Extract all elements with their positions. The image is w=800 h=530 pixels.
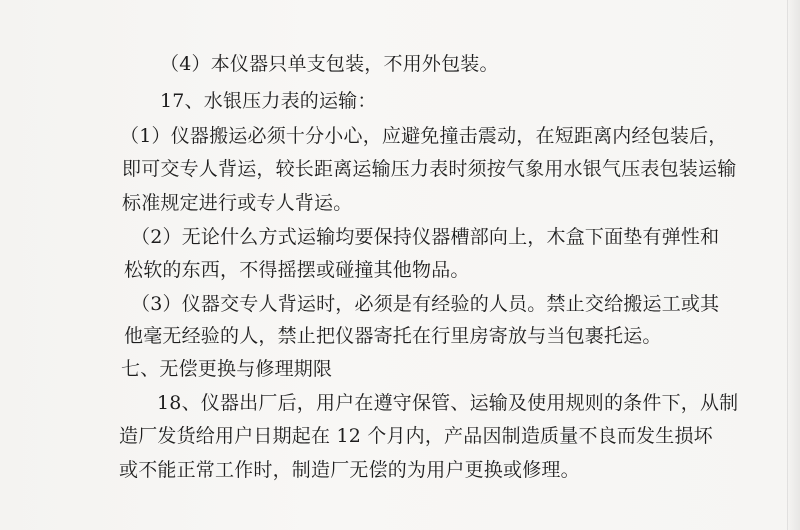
page-edge-line [787,0,788,530]
text-line-transport-1a: （1）仪器搬运必须十分小心，应避免撞击震动，在短距离内经包装后， [120,125,728,147]
text-line-warranty-c: 或不能正常工作时，制造厂无偿的为用户更换或修理。 [119,459,580,481]
text-line-transport-1c: 标准规定进行或专人背运。 [122,192,353,214]
section-heading-free-replacement: 七、无偿更换与修理期限 [121,358,333,380]
text-line-transport-2a: （2）无论什么方式运输均要保持仪器槽部向上，木盒下面垫有弹性和 [131,226,720,248]
page-edge-shadow [786,0,800,530]
text-line-transport-3b: 他毫无经验的人，禁止把仪器寄托在行里房寄放与当包裹托运。 [124,325,662,347]
text-line-transport-3a: （3）仪器交专人背运时，必须是有经验的人员。禁止交给搬运工或其 [131,293,720,315]
text-line-instrument-packing: （4）本仪器只单支包装，不用外包装。 [160,53,499,75]
text-line-warranty-a: 18、仪器出厂后，用户在遵守保管、运输及使用规则的条件下，从制 [157,392,739,414]
text-line-transport-2b: 松软的东西，不得摇摆或碰撞其他物品。 [124,259,470,281]
heading-item-17-transport: 17、水银压力表的运输： [160,90,377,112]
text-line-warranty-b: 造厂发货给用户日期起在 12 个月内，产品因制造质量不良而发生损坏 [119,425,713,447]
text-line-transport-1b: 即可交专人背运，较长距离运输压力表时须按气象用水银气压表包装运输 [122,158,737,180]
